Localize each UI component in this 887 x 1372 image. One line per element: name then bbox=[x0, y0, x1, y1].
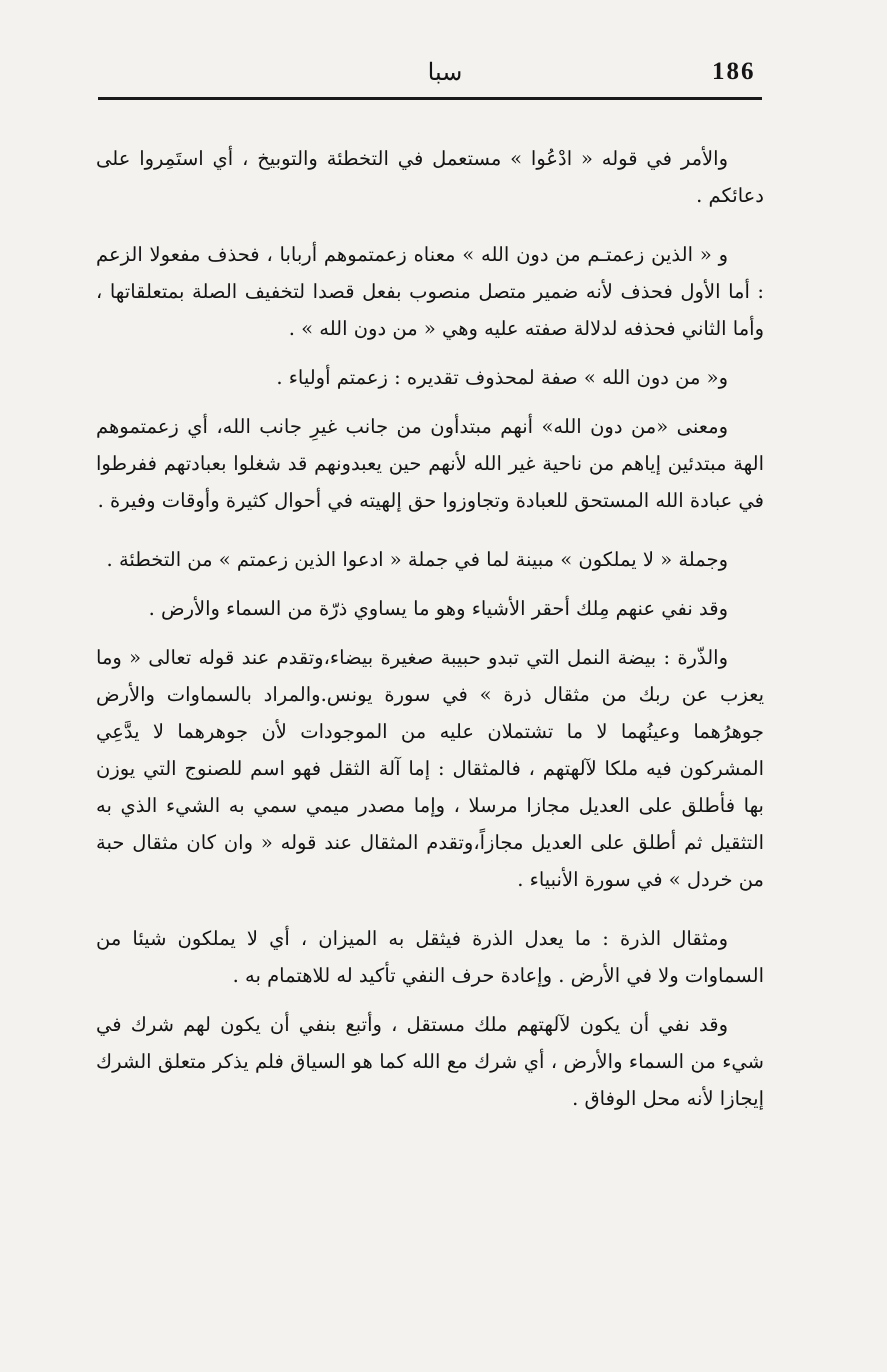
paragraph-3: و« من دون الله » صفة لمحذوف تقديره : زعمتم أولياء . bbox=[276, 366, 728, 389]
page-number: 186 bbox=[712, 58, 756, 85]
paragraph-6: وقد نفي عنهم مِلك أحقر الأشياء وهو ما يساوي ذرّة من السماء والأرض . bbox=[148, 597, 728, 620]
body-text bbox=[96, 140, 764, 1117]
paragraph-4: ومعنى «من دون الله» أنهم مبتدأون من جانب غيرِ جانب الله، أي زعمتموهم الهة مبتدئين إياهم من ناحية غير الله لأنهم حين يعبدونهم قد شغلوا بعبادتهم ففرطوا في عبادة الله المستحق للعبادة وتجاوزوا حق إلهيته في أحوال كثيرة وأوقات وفيرة . bbox=[96, 415, 764, 512]
paragraph-8: ومثقال الذرة : ما يعدل الذرة فيثقل به الميزان ، أي لا يملكون شيئا من السماوات ولا في الأرض . وإعادة حرف النفي تأكيد له للاهتمام به . bbox=[96, 927, 764, 987]
header-rule bbox=[98, 97, 762, 100]
paragraph-9: وقد نفي أن يكون لآلهتهم ملك مستقل ، وأتبع بنفي أن يكون لهم شرك في شيء من السماء والأرض ، أي شرك مع الله كما هو السياق فلم يذكر متعلق الشرك إيجازا لأنه محل الوفاق . bbox=[96, 1013, 764, 1110]
paragraph-7: والذّرة : بيضة النمل التي تبدو حبيبة صغيرة بيضاء،وتقدم عند قوله تعالى « وما يعزب عن ربك من مثقال ذرة » في سورة يونس.والمراد بالسماوات والأرض جوهرُهما وعينُهما لا ما تشتملان عليه من الموجودات لأن جوهرهما لا يدَّعِي المشركون فيه ملكا لآلهتهم ، فالمثقال : إما آلة الثقل فهو اسم للصنوج التي يوزن بها فأطلق على العديل مجازا مرسلا ، وإما مصدر ميمي سمي به الشيء الذي به التثقيل ثم أطلق على العديل مجازاً،وتقدم المثقال عند قوله « وان كان مثقال حبة من خردل » في سورة الأنبياء . bbox=[96, 646, 764, 891]
paragraph-1: والأمر في قوله « ادْعُوا » مستعمل في التخطئة والتوبيخ ، أي استَمِروا على دعائكم . bbox=[96, 147, 764, 207]
running-title: سبا bbox=[427, 58, 463, 86]
paragraph-5: وجملة « لا يملكون » مبينة لما في جملة « ادعوا الذين زعمتم » من التخطئة . bbox=[106, 548, 728, 571]
paragraph-2: و « الذين زعمتـم من دون الله » معناه زعمتموهم أربابا ، فحذف مفعولا الزعم : أما الأول فحذف لأنه ضمير متصل منصوب بفعل قصدا لتخفيف الصلة بمتعلقاتها ، وأما الثاني فحذفه لدلالة صفته عليه وهي « من دون الله » . bbox=[96, 243, 764, 340]
